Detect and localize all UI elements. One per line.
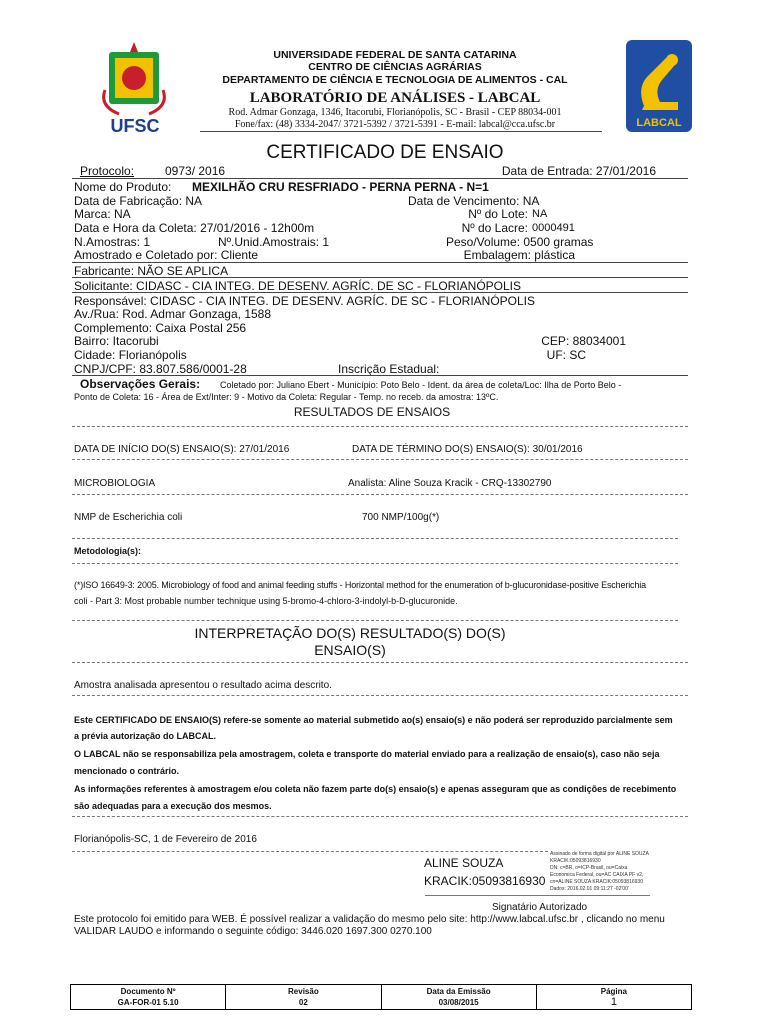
observacoes-label: Observações Gerais:	[80, 377, 201, 391]
uf: UF: SC	[546, 348, 586, 362]
data-vencimento: Data de Vencimento: NA	[408, 194, 540, 208]
digital-sig-line: DN: c=BR, o=ICP-Brasil, ou=Caixa	[550, 865, 628, 871]
data-coleta: Data e Hora da Coleta: 27/01/2016 - 12h00m	[74, 221, 315, 235]
protocolo-label: Protocolo:	[80, 164, 135, 178]
observacoes-line-2: Ponto de Coleta: 16 - Área de Ext/Inter: 9 - Motivo da Coleta: Regular - Temp. no receb. da amostra: 13ºC.	[74, 392, 499, 402]
data-termino: DATA DE TÉRMINO DO(S) ENSAIO(S): 30/01/2016	[352, 444, 583, 455]
lab-name: LABORATÓRIO DE ANÁLISES - LABCAL	[249, 90, 541, 106]
produto-value: MEXILHÃO CRU RESFRIADO - PERNA PERNA - N=1	[192, 180, 489, 194]
fabricante: Fabricante: NÃO SE APLICA	[74, 264, 229, 278]
n-unid-amostrais: Nº.Unid.Amostrais: 1	[218, 235, 330, 249]
produto-label: Nome do Produto:	[74, 180, 172, 194]
metodologia-label: Metodologia(s):	[74, 546, 141, 556]
web-validation-line-2: VALIDAR LAUDO e informando o seguinte código: 3446.020 1697.300 0270.100	[74, 926, 432, 937]
lacre-label: Nº do Lacre:	[461, 221, 528, 235]
disclaimer-2-line-1: O LABCAL não se responsabiliza pela amostragem, coleta e transporte do material enviado para a realização de ensaio(s), caso não seja	[74, 749, 660, 759]
n-amostras: N.Amostras: 1	[74, 235, 151, 249]
cidade: Cidade: Florianópolis	[74, 348, 187, 362]
embalagem: Embalagem: plástica	[463, 248, 575, 262]
department-name: DEPARTAMENTO DE CIÊNCIA E TECNOLOGIA DE ALIMENTOS - CAL	[222, 74, 568, 86]
nmp-value: 700 NMP/100g(*)	[362, 512, 440, 523]
footer-value: 03/08/2015	[438, 998, 479, 1007]
disclaimer-3-line-1: As informações referentes à amostragem e/ou coleta não fazem parte do(s) ensaio(s) e apenas asseguram que as condições de recebimento	[74, 784, 677, 794]
lote-value: NA	[532, 208, 548, 220]
digital-sig-line: KRACIK:05093816930	[550, 858, 601, 864]
labcal-logo	[626, 40, 692, 132]
solicitante: Solicitante: CIDASC - CIA INTEG. DE DESENV. AGRÍC. DE SC - FLORIANÓPOLIS	[74, 279, 522, 293]
interpretacao-title-2: ENSAIO(S)	[314, 642, 386, 658]
digital-sig-line: Assinado de forma digital por ALINE SOUZA	[550, 851, 649, 857]
cnpj: CNPJ/CPF: 83.807.586/0001-28	[74, 362, 247, 376]
university-name: UNIVERSIDADE FEDERAL DE SANTA CATARINA	[273, 49, 517, 61]
footer-table	[70, 984, 692, 1010]
observacoes-line-1: Coletado por: Juliano Ebert - Município: Poto Belo - Ident. da área de coleta/Loc: Ilha de Porto Belo -	[220, 380, 622, 390]
cep: CEP: 88034001	[541, 334, 626, 348]
metodo-line-2: coli - Part 3: Most probable number technique using 5-bromo-4-chloro-3-indolyl-b-D-glucuronide.	[74, 596, 458, 606]
lab-phone: Fone/fax: (48) 3334-2047/ 3721-5392 / 3721-5391 - E-mail: labcal@cca.ufsc.br	[234, 119, 556, 130]
disclaimer-1-line-2: a prévia autorização do LABCAL.	[74, 731, 217, 741]
footer-value: 02	[298, 998, 308, 1007]
signatario-label: Signatário Autorizado	[492, 902, 588, 913]
resultados-title: RESULTADOS DE ENSAIOS	[293, 405, 451, 419]
footer-cell-revisao	[226, 985, 381, 1009]
microbiologia: MICROBIOLOGIA	[74, 478, 156, 489]
signer-name-line-1: ALINE SOUZA	[424, 856, 504, 870]
interpretacao-title-1: INTERPRETAÇÃO DO(S) RESULTADO(S) DO(S)	[194, 625, 506, 641]
footer-label: Data da Emissão	[426, 987, 491, 996]
peso-volume: Peso/Volume: 0500 gramas	[446, 235, 594, 249]
nmp-label: NMP de Escherichia coli	[74, 512, 183, 523]
lote-label: Nº do Lote:	[468, 207, 528, 221]
protocolo-value: 0973/ 2016	[165, 164, 226, 178]
digital-sig-line: Dados: 2016.02.01 09:11:27 -02'00'	[550, 886, 629, 892]
digital-sig-line: Economica Federal, ou=AC CAIXA PF v2,	[550, 872, 644, 878]
footer-label: Revisão	[288, 987, 319, 996]
footer-cell-data-emissao	[382, 985, 537, 1009]
interpretacao-text: Amostra analisada apresentou o resultado acima descrito.	[74, 680, 332, 691]
digital-sig-line: cn=ALINE SOUZA KRACIK:05093816930	[550, 879, 643, 885]
certificate-title: CERTIFICADO DE ENSAIO	[266, 142, 504, 163]
responsavel: Responsável: CIDASC - CIA INTEG. DE DESENV. AGRÍC. DE SC - FLORIANÓPOLIS	[74, 294, 536, 308]
inscricao-estadual: Inscrição Estadual:	[338, 362, 440, 376]
disclaimer-1-line-1: Este CERTIFICADO DE ENSAIO(S) refere-se somente ao material submetido ao(s) ensaio(s) e não poderá ser reproduzido parcialmente sem	[74, 715, 673, 725]
lab-address: Rod. Admar Gonzaga, 1346, Itacorubi, Florianópolis, SC - Brasil - CEP 88034-001	[228, 107, 562, 118]
data-fabricacao: Data de Fabricação: NA	[74, 194, 203, 208]
footer-label: Documento Nº	[120, 987, 176, 996]
footer-cell-documento	[71, 985, 226, 1009]
bairro: Bairro: Itacorubi	[74, 334, 159, 348]
center-name: CENTRO DE CIÊNCIAS AGRÁRIAS	[308, 61, 482, 73]
disclaimer-2-line-2: mencionado o contrário.	[74, 766, 180, 776]
lacre-value: 0000491	[532, 222, 575, 234]
data-inicio: DATA DE INÍCIO DO(S) ENSAIO(S): 27/01/2016	[74, 444, 290, 455]
local-data: Florianópolis-SC, 1 de Fevereiro de 2016	[74, 834, 257, 845]
marca: Marca: NA	[74, 207, 131, 221]
ufsc-logo-text: UFSC	[110, 116, 160, 136]
ufsc-logo	[97, 40, 173, 136]
analista: Analista: Aline Souza Kracik - CRQ-13302790	[348, 478, 552, 489]
web-validation-line-1: Este protocolo foi emitido para WEB. É possível realizar a validação do mesmo pelo site: http://www.labcal.ufsc.br , clicando no menu	[74, 914, 665, 925]
signer-name-line-2: KRACIK:05093816930	[424, 874, 546, 888]
footer-value: 1	[610, 996, 617, 1008]
complemento: Complemento: Caixa Postal 256	[74, 321, 247, 335]
footer-label: Página	[600, 987, 627, 996]
data-entrada: Data de Entrada: 27/01/2016	[501, 164, 656, 178]
footer-cell-pagina	[537, 985, 691, 1009]
footer-value: GA-FOR-01 5.10	[117, 998, 179, 1007]
amostrado-por: Amostrado e Coletado por: Cliente	[74, 248, 259, 262]
metodo-line-1: (*)ISO 16649-3: 2005. Microbiology of food and animal feeding stuffs - Horizontal method for the enumeration of b-glucuronidase-positive Escherichia	[74, 580, 646, 590]
disclaimer-3-line-2: são adequadas para a execução dos mesmos.	[74, 801, 272, 811]
endereco-rua: Av./Rua: Rod. Admar Gonzaga, 1588	[74, 307, 272, 321]
labcal-logo-text: LABCAL	[636, 117, 682, 129]
digital-signature-block	[550, 851, 690, 893]
